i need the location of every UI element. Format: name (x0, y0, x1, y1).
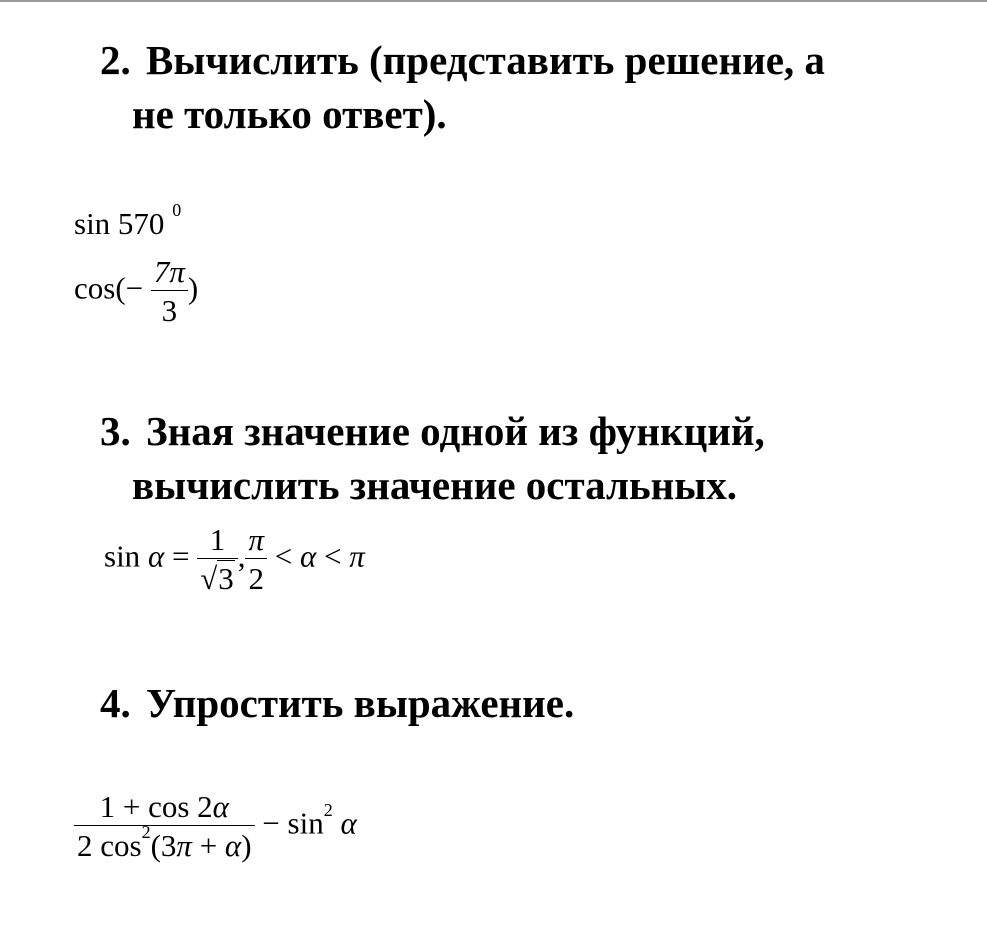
expression-simplify (74, 789, 357, 864)
task-3-line2: вычислить значение остальных. (132, 462, 738, 508)
expr2-fraction (151, 254, 188, 329)
expr3-lt1: < (274, 538, 293, 574)
expr2-close: ) (187, 270, 199, 306)
expr4-den-pi: π (176, 828, 192, 863)
expr3-alpha2: α (299, 538, 317, 574)
expr3-pi-denominator: 2 (245, 558, 267, 597)
task-2-line2: не только ответ). (132, 91, 447, 137)
expression-sin-alpha (104, 522, 365, 597)
task-2-number: 2. (100, 37, 131, 83)
expr3-pi-numerator: π (248, 522, 264, 557)
expr3-fraction-one-over-sqrt3 (197, 522, 238, 597)
expr1-func: sin 570 (74, 206, 165, 241)
expr4-den-a: 2 cos (77, 828, 142, 863)
expr3-lt2: < (324, 538, 342, 574)
expr3-alpha: α (147, 538, 165, 574)
expr4-sin-exp: 2 (323, 799, 333, 820)
task-2-heading (100, 33, 918, 141)
expr4-den-b: (3 (150, 828, 177, 863)
task-4-number: 4. (100, 680, 131, 726)
sqrt-value: 3 (218, 561, 234, 596)
expr4-num-alpha: α (212, 789, 229, 824)
expr2-numerator: 7π (153, 254, 185, 289)
expr3-pi: π (349, 538, 365, 574)
sqrt-symbol (200, 561, 235, 597)
expr4-fraction (74, 789, 255, 864)
expr3-numerator: 1 (209, 522, 226, 557)
expr3-func: sin (104, 538, 141, 574)
task-3-heading (100, 404, 918, 512)
expr4-den-alpha: α (224, 828, 242, 863)
expr4-denominator (74, 822, 255, 864)
expr2-minus: − (125, 270, 144, 306)
expr4-den-d: ) (241, 828, 252, 863)
expr3-denominator (197, 558, 238, 597)
expr3-fraction-pi-over-2 (245, 522, 267, 597)
expr4-numerator (74, 789, 255, 825)
expr4-den-c: + (191, 828, 225, 863)
task-4-heading (100, 676, 918, 730)
top-rule (0, 0, 987, 2)
expr3-equals: = (171, 538, 190, 574)
task-3-number: 3. (100, 408, 131, 454)
expr4-num-text: 1 + cos 2 (99, 789, 213, 824)
task-3-line1-wrap (100, 408, 765, 454)
expr2-denominator: 3 (151, 290, 188, 329)
expression-sin-570 (74, 200, 182, 242)
expr4-alpha: α (340, 805, 357, 841)
task-2-line1-wrap (100, 37, 825, 83)
expression-cos-fraction (74, 254, 198, 329)
expr4-minus-sin: − sin (262, 805, 324, 841)
expr1-degree: 0 (172, 200, 182, 220)
task-3-line1: Зная значение одной из функций, (146, 408, 765, 454)
sqrt-sign: √ (200, 561, 218, 596)
task-2-line1: Вычислить (представить решение, а (146, 37, 825, 83)
expr4-den-exp: 2 (141, 822, 151, 842)
expr2-func: cos( (74, 270, 126, 306)
task-4-line1: Упростить выражение. (146, 680, 575, 726)
expr3-comma: , (237, 538, 246, 574)
